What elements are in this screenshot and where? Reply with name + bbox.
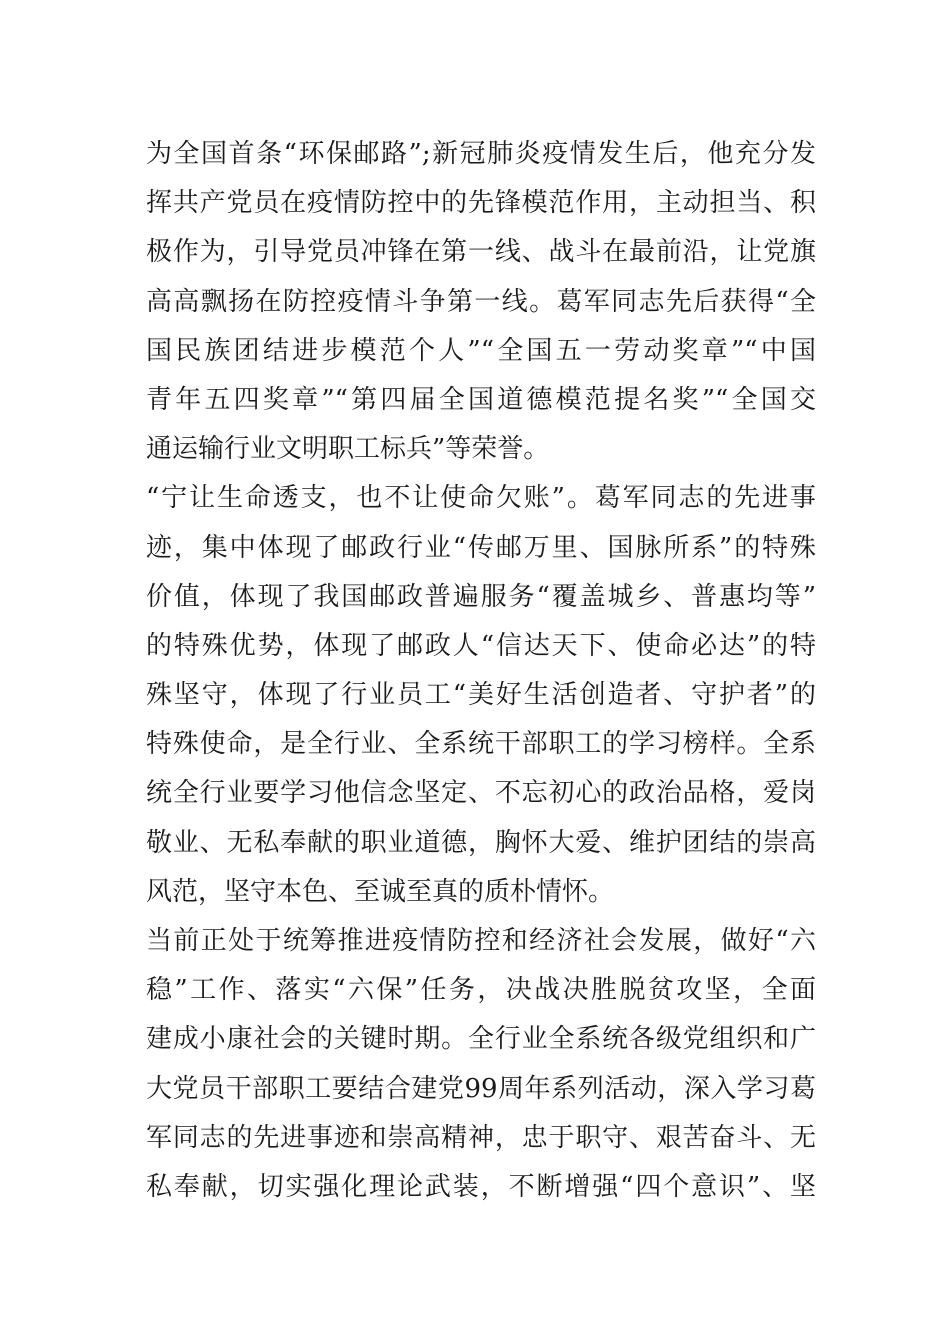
- text-line: 建成小康社会的关键时期。全行业全系统各级党组织和广: [146, 1024, 816, 1055]
- text-line: 国民族团结进步模范个人”“全国五一劳动奖章”“中国: [146, 335, 816, 366]
- text-line: 军同志的先进事迹和崇高精神，忠于职守、艰苦奋斗、无: [146, 1122, 816, 1153]
- text-line: 迹，集中体现了邮政行业“传邮万里、国脉所系”的特殊: [146, 532, 816, 563]
- text-line: “宁让生命透支，也不让使命欠账”。葛军同志的先进事: [146, 483, 816, 514]
- text-line: 稳”工作、落实“六保”任务，决战决胜脱贫攻坚，全面: [146, 975, 816, 1006]
- text-line: 殊坚守，体现了行业员工“美好生活创造者、守护者”的: [146, 680, 816, 711]
- text-line: 统全行业要学习他信念坚定、不忘初心的政治品格，爱岗: [146, 778, 816, 809]
- text-line: 价值，体现了我国邮政普遍服务“覆盖城乡、普惠均等”: [146, 581, 816, 612]
- text-line: 敬业、无私奉献的职业道德，胸怀大爱、维护团结的崇高: [146, 827, 816, 858]
- text-line: 高高飘扬在防控疫情斗争第一线。葛军同志先后获得“全: [146, 286, 816, 317]
- text-line: 通运输行业文明职工标兵”等荣誉。: [146, 434, 550, 465]
- text-line: 为全国首条“环保邮路”;新冠肺炎疫情发生后，他充分发: [146, 139, 816, 169]
- document-body: [146, 130, 816, 1212]
- text-line: 极作为，引导党员冲锋在第一线、战斗在最前沿，让党旗: [146, 237, 816, 268]
- text-line: 风范，坚守本色、至诚至真的质朴情怀。: [146, 876, 615, 907]
- text-line: 大党员干部职工要结合建党99周年系列活动，深入学习葛: [146, 1073, 816, 1104]
- text-line: 当前正处于统筹推进疫情防控和经济社会发展，做好“六: [146, 926, 816, 956]
- text-line: 私奉献，切实强化理论武装，不断增强“四个意识”、坚: [146, 1171, 816, 1202]
- text-line: 挥共产党员在疫情防控中的先锋模范作用，主动担当、积: [146, 188, 816, 219]
- text-line: 青年五四奖章”“第四届全国道德模范提名奖”“全国交: [146, 384, 816, 415]
- text-line: 特殊使命，是全行业、全系统干部职工的学习榜样。全系: [146, 729, 816, 760]
- text-line: 的特殊优势，体现了邮政人“信达天下、使命必达”的特: [146, 630, 816, 661]
